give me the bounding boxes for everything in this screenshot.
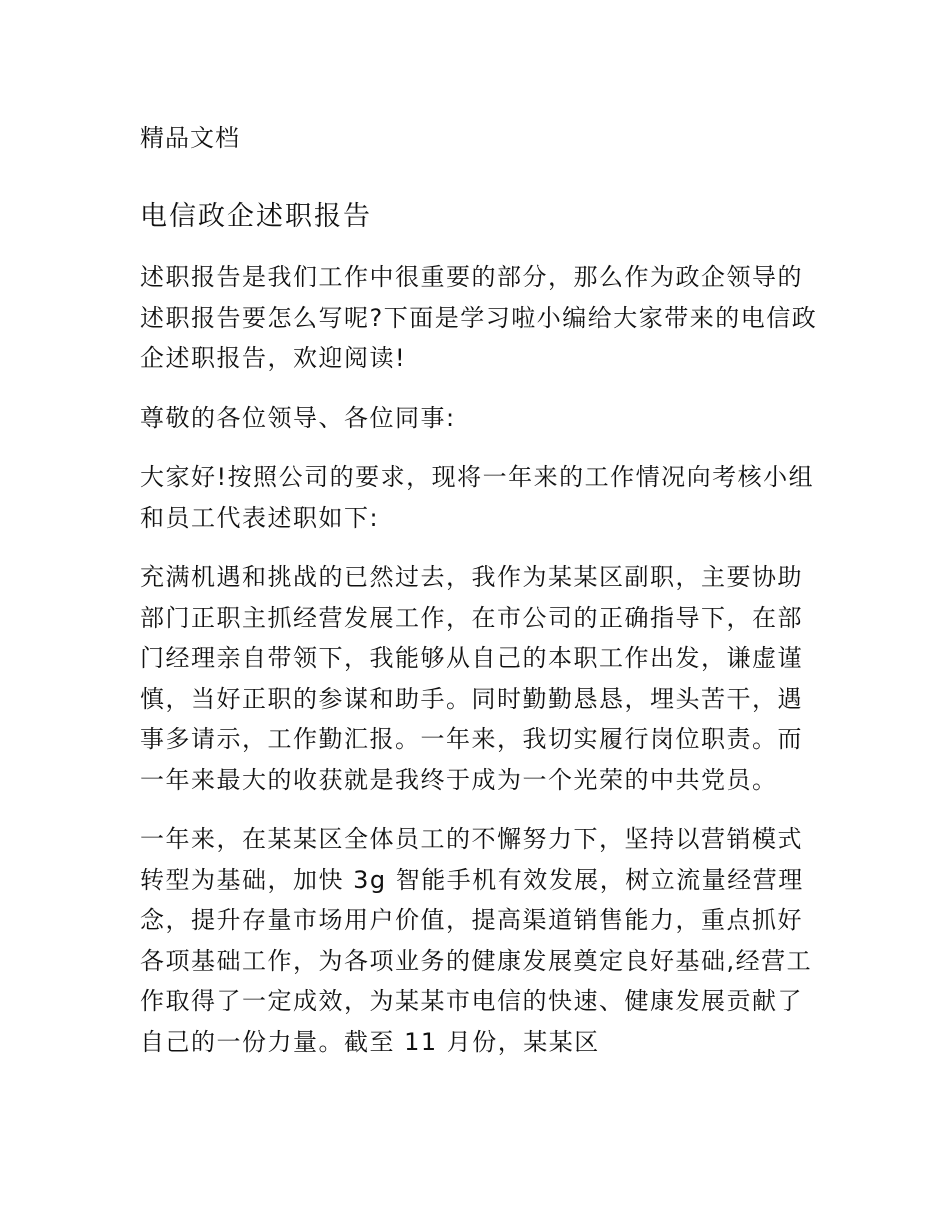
paragraph-salutation: 尊敬的各位领导、各位同事: bbox=[140, 403, 456, 432]
paragraph-intro: 述职报告是我们工作中很重要的部分，那么作为政企领导的述职报告要怎么写呢?下面是学习啦小编给大家带来的电信政企述职报告，欢迎阅读! bbox=[140, 263, 818, 372]
paragraph-greeting: 大家好!按照公司的要求，现将一年来的工作情况向考核小组和员工代表述职如下: bbox=[140, 463, 815, 532]
paragraph-achievements: 一年来，在某某区全体员工的不懈努力下，坚持以营销模式转型为基础，加快 3g 智能手机有效发展，树立流量经营理念，提升存量市场用户价值，提高渠道销售能力，重点抓好各项基础工作，为各项业务的健康发展奠定良好基础,经营工作取得了一定成效，为某某市电信的快速、健康发展贡献了自己的一份力量。截至 11 月份，某某区 bbox=[140, 825, 813, 1056]
document-header: 精品文档 bbox=[140, 124, 240, 152]
document-title: 电信政企述职报告 bbox=[140, 201, 372, 232]
paragraph-role: 充满机遇和挑战的已然过去，我作为某某区副职，主要协助部门正职主抓经营发展工作，在市公司的正确指导下，在部门经理亲自带领下，我能够从自己的本职工作出发，谦虚谨慎，当好正职的参谋和助手。同时勤勤恳恳，埋头苦干，遇事多请示，工作勤汇报。一年来，我切实履行岗位职责。而一年来最大的收获就是我终于成为一个光荣的中共党员。 bbox=[140, 563, 803, 794]
document-body bbox=[140, 257, 820, 1081]
